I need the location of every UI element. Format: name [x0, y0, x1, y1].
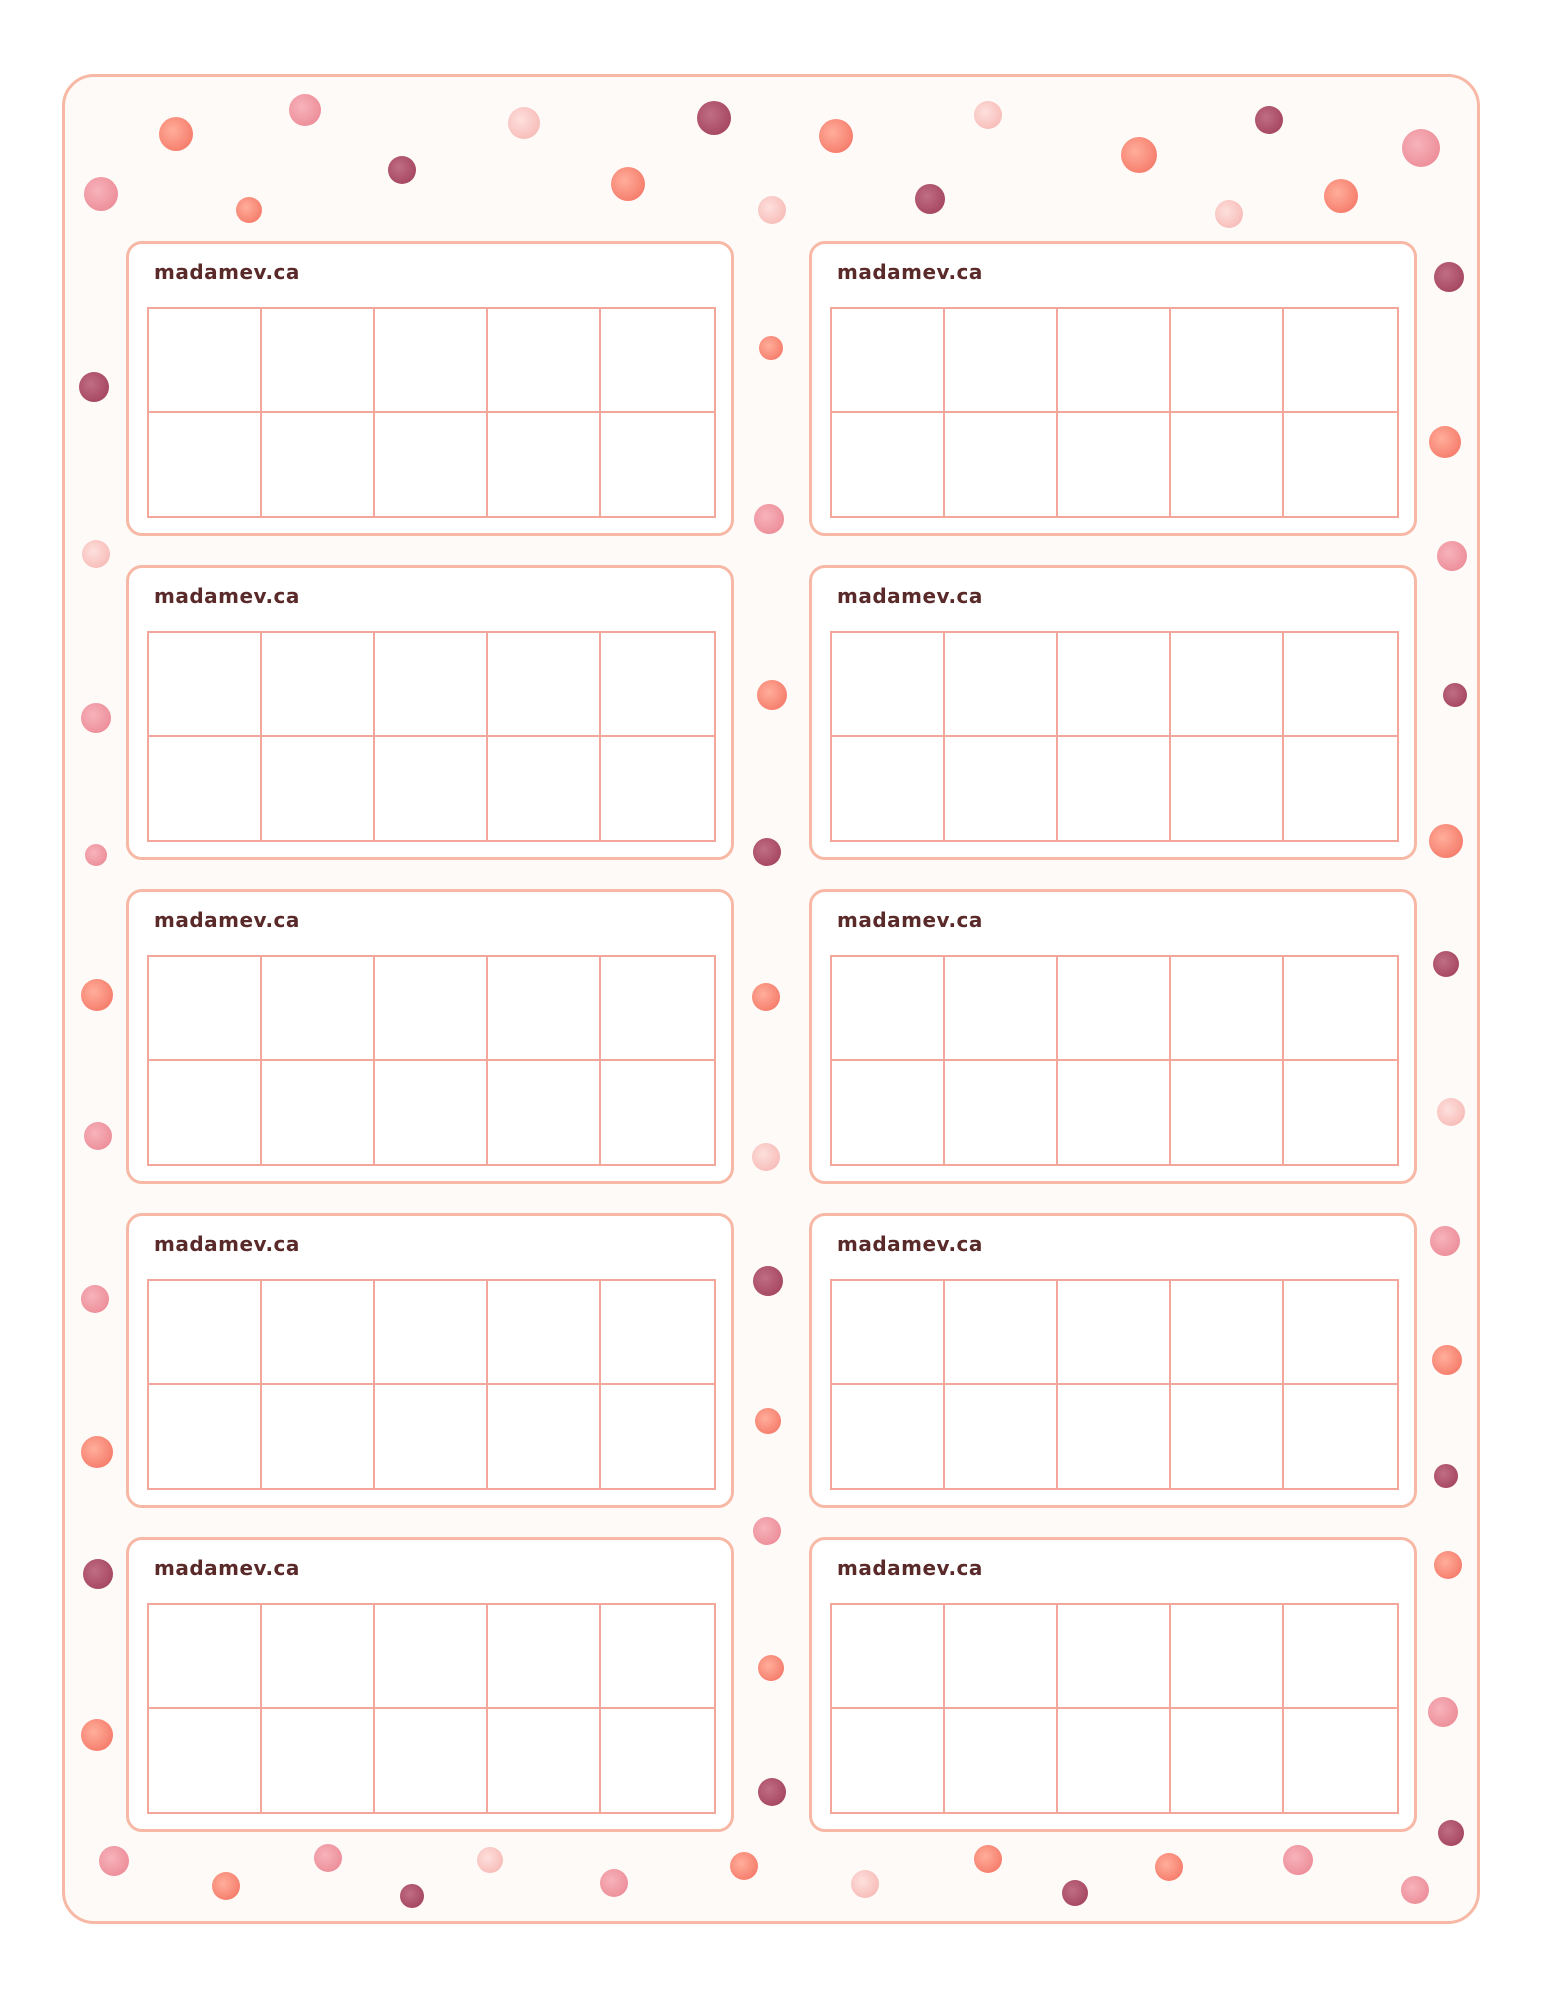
ten-frame-cell — [945, 1061, 1058, 1165]
decorative-dot — [759, 336, 783, 360]
ten-frame-grid — [830, 631, 1399, 842]
decorative-dot — [752, 983, 780, 1011]
decorative-dot — [758, 1655, 784, 1681]
ten-frame-cell — [262, 737, 375, 841]
ten-frame-card — [126, 889, 734, 1184]
decorative-dot — [1434, 1551, 1462, 1579]
decorative-dot — [236, 197, 262, 223]
ten-frame-cell — [1284, 1385, 1397, 1489]
decorative-dot — [1283, 1845, 1313, 1875]
card-label: madamev.ca — [837, 584, 983, 608]
ten-frame-cell — [832, 1061, 945, 1165]
ten-frame-cell — [262, 1061, 375, 1165]
ten-frame-cell — [149, 309, 262, 413]
ten-frame-cell — [375, 737, 488, 841]
decorative-dot — [819, 119, 853, 153]
card-label: madamev.ca — [154, 260, 300, 284]
decorative-dot — [600, 1869, 628, 1897]
decorative-dot — [1429, 824, 1463, 858]
decorative-dot — [508, 107, 540, 139]
decorative-dot — [1438, 1820, 1464, 1846]
ten-frame-cell — [488, 1385, 601, 1489]
ten-frame-grid — [830, 1279, 1399, 1490]
decorative-dot — [1434, 1464, 1458, 1488]
ten-frame-cell — [262, 1709, 375, 1813]
ten-frame-cell — [945, 309, 1058, 413]
ten-frame-cell — [488, 957, 601, 1061]
decorative-dot — [82, 540, 110, 568]
ten-frame-cell — [1284, 1709, 1397, 1813]
decorative-dot — [159, 117, 193, 151]
ten-frame-cell — [149, 1281, 262, 1385]
ten-frame-cell — [488, 737, 601, 841]
ten-frame-card — [809, 565, 1417, 860]
ten-frame-cell — [375, 1281, 488, 1385]
ten-frame-grid — [830, 955, 1399, 1166]
ten-frame-cell — [1284, 1281, 1397, 1385]
ten-frame-cell — [1058, 957, 1171, 1061]
decorative-dot — [388, 156, 416, 184]
card-label: madamev.ca — [154, 1556, 300, 1580]
ten-frame-cell — [832, 413, 945, 517]
decorative-dot — [1401, 1876, 1429, 1904]
decorative-dot — [1433, 951, 1459, 977]
decorative-dot — [851, 1870, 879, 1898]
decorative-dot — [974, 101, 1002, 129]
ten-frame-cell — [832, 1281, 945, 1385]
ten-frame-cell — [1284, 633, 1397, 737]
ten-frame-cell — [601, 957, 714, 1061]
decorative-dot — [212, 1872, 240, 1900]
decorative-dot — [81, 1436, 113, 1468]
ten-frame-cell — [601, 1605, 714, 1709]
decorative-dot — [81, 1719, 113, 1751]
ten-frame-cell — [488, 1709, 601, 1813]
decorative-dot — [1324, 179, 1358, 213]
ten-frame-cell — [601, 1385, 714, 1489]
decorative-dot — [915, 184, 945, 214]
ten-frame-cell — [1284, 957, 1397, 1061]
card-label: madamev.ca — [154, 1232, 300, 1256]
ten-frame-cell — [149, 737, 262, 841]
decorative-dot — [755, 1408, 781, 1434]
card-label: madamev.ca — [154, 908, 300, 932]
ten-frame-cell — [945, 737, 1058, 841]
ten-frame-cell — [1058, 737, 1171, 841]
ten-frame-cell — [832, 1709, 945, 1813]
ten-frame-cell — [1058, 1605, 1171, 1709]
ten-frame-card — [126, 1213, 734, 1508]
ten-frame-card — [809, 889, 1417, 1184]
decorative-dot — [85, 844, 107, 866]
ten-frame-cell — [945, 1605, 1058, 1709]
decorative-dot — [84, 177, 118, 211]
decorative-dot — [99, 1846, 129, 1876]
ten-frame-cell — [945, 1709, 1058, 1813]
ten-frame-cell — [1171, 1061, 1284, 1165]
decorative-dot — [752, 1143, 780, 1171]
decorative-dot — [477, 1847, 503, 1873]
decorative-dot — [1255, 106, 1283, 134]
ten-frame-cell — [488, 1061, 601, 1165]
ten-frame-cell — [1058, 413, 1171, 517]
ten-frame-cell — [262, 1385, 375, 1489]
decorative-dot — [1402, 129, 1440, 167]
ten-frame-cell — [262, 413, 375, 517]
ten-frame-cell — [601, 1281, 714, 1385]
decorative-dot — [1121, 137, 1157, 173]
ten-frame-cell — [375, 309, 488, 413]
ten-frame-cell — [1058, 1709, 1171, 1813]
decorative-dot — [84, 1122, 112, 1150]
ten-frame-cell — [262, 1281, 375, 1385]
decorative-dot — [81, 979, 113, 1011]
ten-frame-cell — [601, 633, 714, 737]
ten-frame-cell — [945, 957, 1058, 1061]
ten-frame-cell — [375, 1061, 488, 1165]
decorative-dot — [314, 1844, 342, 1872]
ten-frame-cell — [601, 413, 714, 517]
ten-frame-cell — [945, 413, 1058, 517]
ten-frame-cell — [1171, 737, 1284, 841]
ten-frame-grid — [147, 1603, 716, 1814]
ten-frame-card — [809, 1537, 1417, 1832]
decorative-dot — [730, 1852, 758, 1880]
card-label: madamev.ca — [837, 1556, 983, 1580]
ten-frame-cell — [1058, 309, 1171, 413]
ten-frame-grid — [830, 307, 1399, 518]
ten-frame-cell — [375, 413, 488, 517]
card-label: madamev.ca — [154, 584, 300, 608]
ten-frame-grid — [147, 307, 716, 518]
decorative-dot — [1155, 1853, 1183, 1881]
ten-frame-cell — [1058, 1061, 1171, 1165]
ten-frame-cell — [1171, 413, 1284, 517]
ten-frame-cell — [1284, 413, 1397, 517]
ten-frame-cell — [375, 1385, 488, 1489]
decorative-dot — [81, 703, 111, 733]
ten-frame-grid — [147, 955, 716, 1166]
decorative-dot — [974, 1845, 1002, 1873]
decorative-dot — [753, 838, 781, 866]
ten-frame-cell — [1284, 309, 1397, 413]
decorative-dot — [81, 1285, 109, 1313]
decorative-dot — [1443, 683, 1467, 707]
decorative-dot — [1215, 200, 1243, 228]
ten-frame-cell — [832, 633, 945, 737]
decorative-dot — [400, 1884, 424, 1908]
ten-frame-cell — [832, 1605, 945, 1709]
ten-frame-cell — [832, 957, 945, 1061]
ten-frame-cell — [262, 633, 375, 737]
ten-frame-cell — [832, 309, 945, 413]
ten-frame-cell — [1171, 309, 1284, 413]
decorative-dot — [753, 1517, 781, 1545]
ten-frame-cell — [262, 309, 375, 413]
decorative-dot — [79, 372, 109, 402]
ten-frame-cell — [262, 957, 375, 1061]
decorative-dot — [758, 196, 786, 224]
ten-frame-card — [126, 565, 734, 860]
ten-frame-card — [126, 1537, 734, 1832]
decorative-dot — [289, 94, 321, 126]
ten-frame-cell — [375, 957, 488, 1061]
decorative-dot — [753, 1266, 783, 1296]
decorative-dot — [697, 101, 731, 135]
ten-frame-cell — [488, 1605, 601, 1709]
ten-frame-cell — [149, 1061, 262, 1165]
ten-frame-cell — [1171, 1281, 1284, 1385]
decorative-dot — [1428, 1697, 1458, 1727]
ten-frame-cell — [945, 1281, 1058, 1385]
ten-frame-cell — [149, 957, 262, 1061]
ten-frame-cell — [1284, 737, 1397, 841]
decorative-dot — [1434, 262, 1464, 292]
ten-frame-cell — [832, 737, 945, 841]
decorative-dot — [758, 1778, 786, 1806]
ten-frame-cell — [1058, 1385, 1171, 1489]
ten-frame-cell — [1171, 633, 1284, 737]
ten-frame-cell — [601, 737, 714, 841]
card-label: madamev.ca — [837, 908, 983, 932]
decorative-dot — [1430, 1226, 1460, 1256]
decorative-dot — [1437, 541, 1467, 571]
ten-frame-card — [126, 241, 734, 536]
ten-frame-card — [809, 1213, 1417, 1508]
ten-frame-cell — [149, 413, 262, 517]
ten-frame-cell — [149, 633, 262, 737]
decorative-dot — [754, 504, 784, 534]
ten-frame-sheet — [62, 74, 1480, 1924]
ten-frame-cell — [945, 633, 1058, 737]
ten-frame-cell — [375, 1605, 488, 1709]
ten-frame-cell — [1171, 1709, 1284, 1813]
decorative-dot — [1429, 426, 1461, 458]
ten-frame-cell — [149, 1605, 262, 1709]
ten-frame-card — [809, 241, 1417, 536]
card-label: madamev.ca — [837, 260, 983, 284]
card-label: madamev.ca — [837, 1232, 983, 1256]
ten-frame-cell — [375, 633, 488, 737]
ten-frame-cell — [1171, 957, 1284, 1061]
ten-frame-grid — [147, 1279, 716, 1490]
ten-frame-cell — [1284, 1605, 1397, 1709]
ten-frame-cell — [488, 633, 601, 737]
ten-frame-grid — [147, 631, 716, 842]
ten-frame-cell — [149, 1385, 262, 1489]
decorative-dot — [83, 1559, 113, 1589]
decorative-dot — [1432, 1345, 1462, 1375]
ten-frame-cell — [1058, 633, 1171, 737]
ten-frame-cell — [488, 309, 601, 413]
decorative-dot — [1062, 1880, 1088, 1906]
ten-frame-cell — [1284, 1061, 1397, 1165]
ten-frame-cell — [601, 1061, 714, 1165]
ten-frame-cell — [149, 1709, 262, 1813]
decorative-dot — [611, 167, 645, 201]
ten-frame-cell — [832, 1385, 945, 1489]
ten-frame-cell — [945, 1385, 1058, 1489]
ten-frame-grid — [830, 1603, 1399, 1814]
ten-frame-cell — [601, 309, 714, 413]
ten-frame-cell — [1058, 1281, 1171, 1385]
ten-frame-cell — [1171, 1605, 1284, 1709]
decorative-dot — [1437, 1098, 1465, 1126]
ten-frame-cell — [262, 1605, 375, 1709]
ten-frame-cell — [1171, 1385, 1284, 1489]
ten-frame-cell — [375, 1709, 488, 1813]
ten-frame-cell — [601, 1709, 714, 1813]
decorative-dot — [757, 680, 787, 710]
ten-frame-cell — [488, 1281, 601, 1385]
ten-frame-cell — [488, 413, 601, 517]
